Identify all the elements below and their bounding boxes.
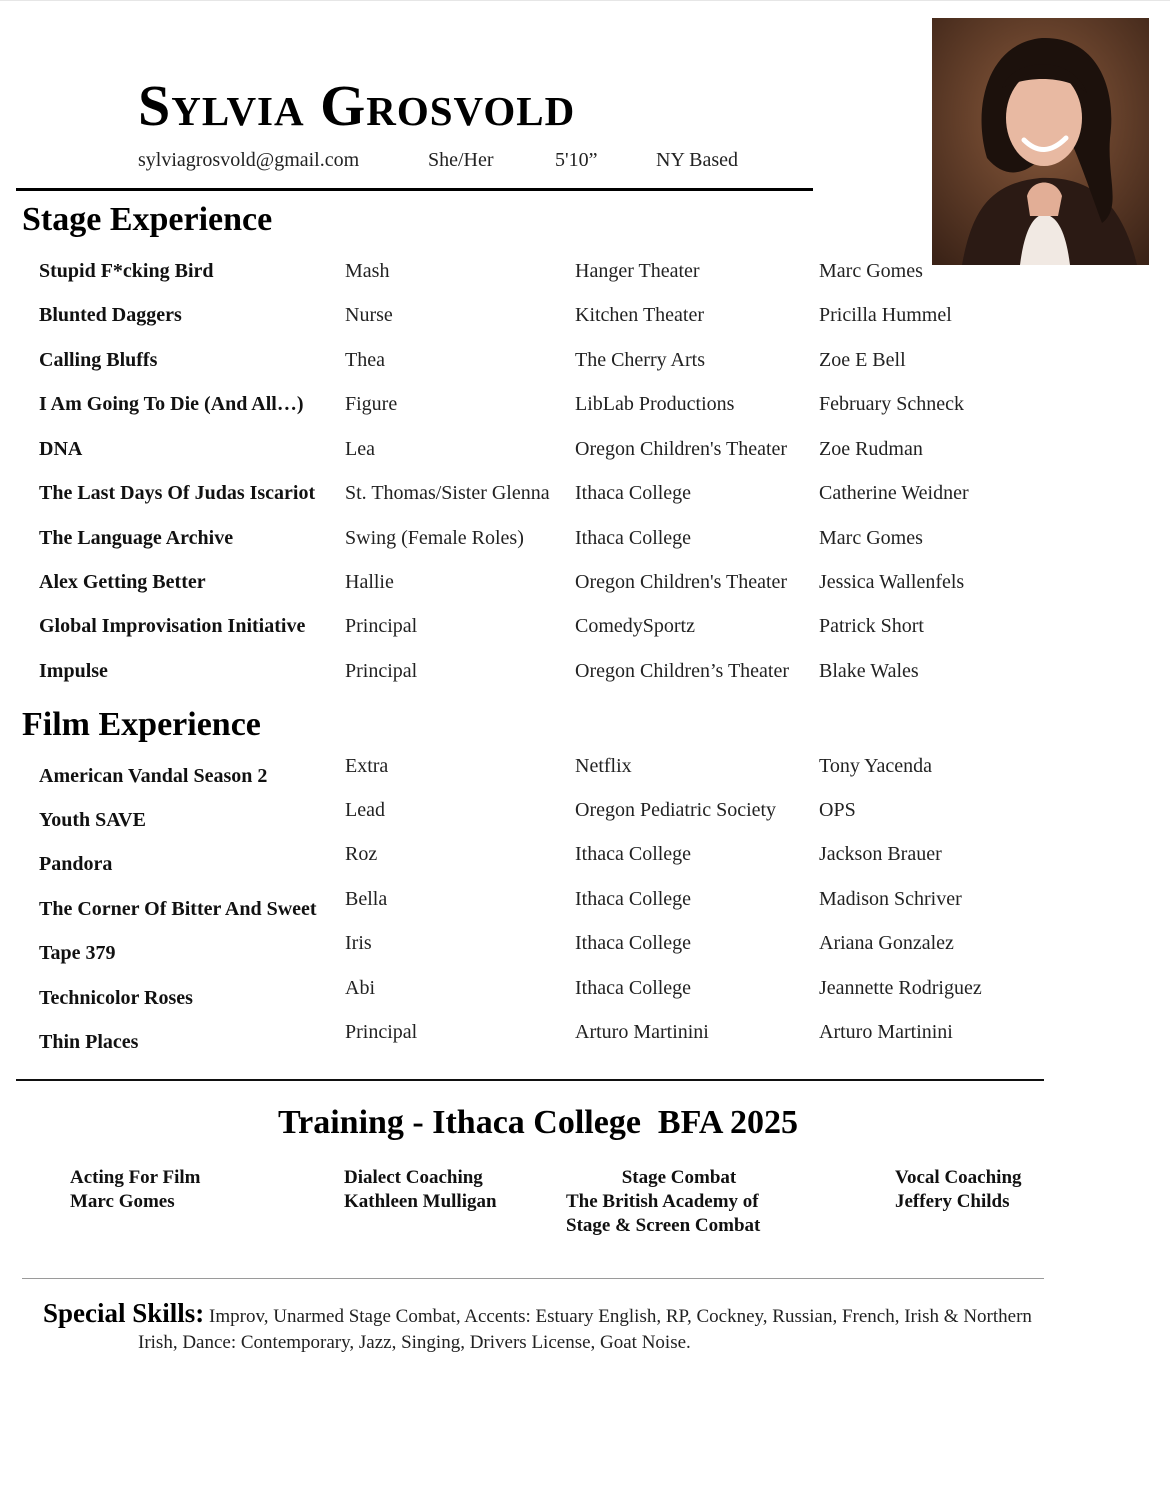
production-title: I Am Going To Die (And All…) xyxy=(39,393,304,415)
venue: Oregon Pediatric Society xyxy=(575,799,777,821)
venue: Ithaca College xyxy=(575,843,692,865)
director: Marc Gomes xyxy=(819,527,923,549)
role: Principal xyxy=(345,660,418,682)
director: Jeannette Rodriguez xyxy=(819,977,982,999)
venue: Oregon Children's Theater xyxy=(575,438,788,460)
venue: Ithaca College xyxy=(575,977,692,999)
training-coach: Marc Gomes xyxy=(70,1191,175,1212)
production-title: The Corner Of Bitter And Sweet xyxy=(39,898,317,920)
training-coach: Kathleen Mulligan xyxy=(344,1191,497,1212)
stage-credit-row xyxy=(0,389,1170,419)
film-credit-row xyxy=(0,973,1170,1009)
director: OPS xyxy=(819,799,856,821)
production-title: DNA xyxy=(39,438,83,460)
production-title: The Language Archive xyxy=(39,527,234,549)
page-top-border xyxy=(0,0,1170,1)
stage-credit-row xyxy=(0,300,1170,330)
production-title: The Last Days Of Judas Iscariot xyxy=(39,482,316,504)
film-credit-row xyxy=(0,1017,1170,1053)
stage-credit-row xyxy=(0,567,1170,597)
venue: Oregon Children’s Theater xyxy=(575,660,790,682)
director: Tony Yacenda xyxy=(819,755,933,777)
training-subject: Acting For Film xyxy=(70,1167,201,1188)
production-title: Calling Bluffs xyxy=(39,349,158,371)
director: Jackson Brauer xyxy=(819,843,942,865)
venue: Ithaca College xyxy=(575,888,692,910)
role: Roz xyxy=(345,843,378,865)
role: Nurse xyxy=(345,304,393,326)
production-title: Thin Places xyxy=(39,1031,139,1053)
stage-credit-row xyxy=(0,523,1170,553)
film-credit-row xyxy=(0,839,1170,875)
production-title: Tape 379 xyxy=(39,942,116,964)
production-title: Global Improvisation Initiative xyxy=(39,615,306,637)
role: Bella xyxy=(345,888,388,910)
stage-credit-row xyxy=(0,345,1170,375)
venue: Netflix xyxy=(575,755,632,777)
director: Patrick Short xyxy=(819,615,924,637)
venue: LibLab Productions xyxy=(575,393,735,415)
venue: The Cherry Arts xyxy=(575,349,705,371)
training-item xyxy=(344,1166,497,1214)
training-subject: Vocal Coaching xyxy=(895,1167,1022,1188)
role: Mash xyxy=(345,260,390,282)
role: Principal xyxy=(345,1021,418,1043)
production-title: Impulse xyxy=(39,660,108,682)
stage-experience-heading: Stage Experience xyxy=(22,201,273,238)
training-subject: Stage Combat xyxy=(621,1167,737,1188)
production-title: Technicolor Roses xyxy=(39,987,193,1009)
special-skills-text-line2: Irish, Dance: Contemporary, Jazz, Singing, Drivers License, Goat Noise. xyxy=(138,1332,691,1353)
actor-name: Sylvia Grosvold xyxy=(138,73,576,138)
special-skills xyxy=(43,1300,1123,1356)
role: Swing (Female Roles) xyxy=(345,527,524,549)
training-item xyxy=(566,1166,792,1238)
training-coach: Jeffery Childs xyxy=(895,1191,1010,1212)
role: Abi xyxy=(345,977,375,999)
special-skills-label: Special Skills: xyxy=(43,1298,205,1328)
director: Zoe E Bell xyxy=(819,349,906,371)
training-subject: Dialect Coaching xyxy=(344,1167,483,1188)
role: Extra xyxy=(345,755,389,777)
stage-credit-row xyxy=(0,478,1170,508)
role: St. Thomas/Sister Glenna xyxy=(345,482,550,504)
contact-height: 5'10” xyxy=(555,149,598,171)
training-coach: The British Academy of Stage & Screen Combat xyxy=(566,1191,761,1236)
training-heading: Training - Ithaca College BFA 2025 xyxy=(277,1104,799,1141)
header-divider xyxy=(16,188,813,191)
director: Ariana Gonzalez xyxy=(819,932,954,954)
production-title: Stupid F*cking Bird xyxy=(39,260,214,282)
director: Jessica Wallenfels xyxy=(819,571,965,593)
film-experience-heading: Film Experience xyxy=(22,706,261,743)
film-credit-row xyxy=(0,751,1170,787)
director: Zoe Rudman xyxy=(819,438,923,460)
director: Blake Wales xyxy=(819,660,919,682)
role: Lea xyxy=(345,438,375,460)
training-item xyxy=(70,1166,201,1214)
stage-credit-row xyxy=(0,656,1170,686)
role: Iris xyxy=(345,932,372,954)
film-credit-row xyxy=(0,884,1170,920)
production-title: American Vandal Season 2 xyxy=(39,765,268,787)
venue: Kitchen Theater xyxy=(575,304,705,326)
role: Figure xyxy=(345,393,398,415)
role: Principal xyxy=(345,615,418,637)
venue: ComedySportz xyxy=(575,615,695,637)
skills-divider xyxy=(22,1278,1044,1279)
stage-credit-row xyxy=(0,256,1170,286)
contact-email[interactable]: sylviagrosvold@gmail.com xyxy=(138,149,360,171)
director: Arturo Martinini xyxy=(819,1021,953,1043)
director: Pricilla Hummel xyxy=(819,304,952,326)
training-item xyxy=(895,1166,1022,1214)
director: Marc Gomes xyxy=(819,260,923,282)
venue: Ithaca College xyxy=(575,932,692,954)
stage-credit-row xyxy=(0,434,1170,464)
venue: Arturo Martinini xyxy=(575,1021,709,1043)
role: Lead xyxy=(345,799,385,821)
contact-location: NY Based xyxy=(656,149,739,171)
stage-credit-row xyxy=(0,611,1170,641)
production-title: Pandora xyxy=(39,853,113,875)
production-title: Youth SAVE xyxy=(39,809,146,831)
film-credit-row xyxy=(0,795,1170,831)
director: February Schneck xyxy=(819,393,964,415)
production-title: Blunted Daggers xyxy=(39,304,182,326)
training-divider xyxy=(16,1079,1044,1081)
production-title: Alex Getting Better xyxy=(39,571,206,593)
film-credit-row xyxy=(0,928,1170,964)
contact-pronouns: She/Her xyxy=(428,149,494,171)
venue: Ithaca College xyxy=(575,482,692,504)
special-skills-text-line1: Improv, Unarmed Stage Combat, Accents: Estuary English, RP, Cockney, Russian, French, Irish & Northern xyxy=(209,1306,1032,1327)
director: Catherine Weidner xyxy=(819,482,969,504)
venue: Ithaca College xyxy=(575,527,692,549)
venue: Hanger Theater xyxy=(575,260,700,282)
headshot-photo xyxy=(932,18,1149,265)
director: Madison Schriver xyxy=(819,888,962,910)
venue: Oregon Children's Theater xyxy=(575,571,788,593)
role: Hallie xyxy=(345,571,394,593)
role: Thea xyxy=(345,349,385,371)
